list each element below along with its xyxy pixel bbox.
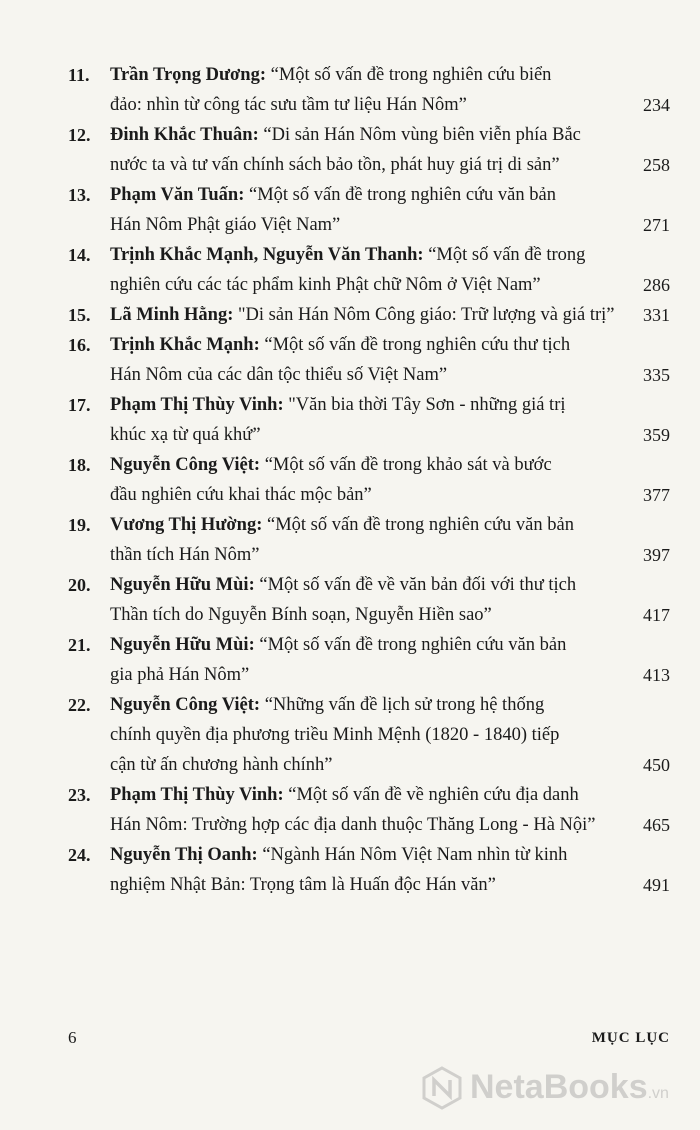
entry-title-text: Thần tích do Nguyễn Bính soạn, Nguyễn Hiền sao” — [110, 605, 492, 625]
entry-page-number: 397 — [643, 545, 670, 565]
entry-title-text: “Một số vấn đề trong nghiên cứu văn bản — [249, 185, 556, 205]
entry-page-number: 335 — [643, 365, 670, 385]
entry-page-number: 377 — [643, 485, 670, 505]
entry-line — [110, 510, 630, 540]
watermark — [420, 1062, 690, 1118]
running-title: MỤC LỤC — [591, 1030, 670, 1046]
entry-author: Nguyễn Hữu Mùi: — [110, 575, 255, 595]
entry-line — [110, 810, 630, 840]
entry-line — [110, 120, 630, 150]
entry-line — [110, 570, 630, 600]
entry-line — [110, 840, 630, 870]
entry-title-text: Hán Nôm của các dân tộc thiểu số Việt Nam” — [110, 365, 448, 385]
entry-title-text: "Văn bia thời Tây Sơn - những giá trị — [288, 395, 566, 415]
entry-line — [110, 390, 630, 420]
entry-line — [110, 750, 630, 780]
entry-line — [110, 150, 630, 180]
entry-line — [110, 330, 630, 360]
entry-text — [110, 630, 630, 690]
entry-title-text: nghiên cứu các tác phẩm kinh Phật chữ Nôm ở Việt Nam” — [110, 275, 541, 295]
entry-title-text: nước ta và tư vấn chính sách bảo tồn, phát huy giá trị di sản” — [110, 155, 560, 175]
entry-text — [110, 390, 630, 450]
entry-author: Phạm Văn Tuấn: — [110, 185, 245, 205]
entry-author: Trịnh Khắc Mạnh, Nguyễn Văn Thanh: — [110, 245, 424, 265]
entry-page-number: 271 — [643, 215, 670, 235]
entry-number: 24. — [68, 845, 91, 865]
entry-number: 18. — [68, 455, 91, 475]
entry-line — [110, 630, 630, 660]
entry-title-text: “Ngành Hán Nôm Việt Nam nhìn từ kinh — [262, 845, 568, 865]
entry-line — [110, 600, 630, 630]
entry-title-text: “Di sản Hán Nôm vùng biên viễn phía Bắc — [263, 125, 581, 145]
entry-number: 14. — [68, 245, 91, 265]
entry-number: 20. — [68, 575, 91, 595]
entry-line — [110, 240, 630, 270]
entry-number: 22. — [68, 695, 91, 715]
entry-title-text: “Một số vấn đề trong nghiên cứu thư tịch — [264, 335, 571, 355]
entry-author: Trịnh Khắc Mạnh: — [110, 335, 260, 355]
entry-line — [110, 450, 630, 480]
entry-author: Phạm Thị Thùy Vinh: — [110, 785, 284, 805]
entry-title-text: chính quyền địa phương triều Minh Mệnh (1820 - 1840) tiếp — [110, 725, 560, 745]
entry-page-number: 359 — [643, 425, 670, 445]
entry-line — [110, 270, 630, 300]
entry-title-text: cận từ ấn chương hành chính” — [110, 755, 333, 775]
entry-author: Lã Minh Hằng: — [110, 305, 234, 325]
entry-page-number: 286 — [643, 275, 670, 295]
entry-line — [110, 660, 630, 690]
entry-page-number: 234 — [643, 95, 670, 115]
entry-line — [110, 720, 630, 750]
entry-line — [110, 180, 630, 210]
netabooks-logo-icon — [420, 1066, 464, 1110]
entry-page-number: 465 — [643, 815, 670, 835]
entry-line — [110, 540, 630, 570]
entry-text — [110, 240, 630, 300]
entry-title-text: đầu nghiên cứu khai thác mộc bản” — [110, 485, 372, 505]
entry-title-text: khúc xạ từ quá khứ” — [110, 425, 261, 445]
entry-number: 11. — [68, 65, 90, 85]
entry-title-text: “Một số vấn đề trong khảo sát và bước — [264, 455, 552, 475]
entry-author: Vương Thị Hường: — [110, 515, 263, 535]
entry-text — [110, 510, 630, 570]
entry-title-text: đảo: nhìn từ công tác sưu tầm tư liệu Hán Nôm” — [110, 95, 467, 115]
entry-line — [110, 210, 630, 240]
entry-title-text: Hán Nôm: Trường hợp các địa danh thuộc Thăng Long - Hà Nội” — [110, 815, 596, 835]
entry-title-text: “Một số vấn đề trong nghiên cứu văn bản — [259, 635, 567, 655]
entry-number: 23. — [68, 785, 91, 805]
entry-line — [110, 90, 630, 120]
entry-title-text: thần tích Hán Nôm” — [110, 545, 260, 565]
watermark-brand: NetaBooks.vn — [470, 1068, 669, 1106]
entry-text — [110, 60, 630, 120]
entry-title-text: "Di sản Hán Nôm Công giáo: Trữ lượng và giá trị” — [237, 305, 615, 325]
entry-author: Đinh Khắc Thuân: — [110, 125, 259, 145]
entry-page-number: 417 — [643, 605, 670, 625]
entry-author: Trần Trọng Dương: — [110, 65, 267, 85]
entry-author: Nguyễn Hữu Mùi: — [110, 635, 255, 655]
entry-author: Nguyễn Thị Oanh: — [110, 845, 258, 865]
entry-title-text: gia phả Hán Nôm” — [110, 665, 250, 685]
entry-number: 19. — [68, 515, 91, 535]
entry-text — [110, 690, 630, 780]
entry-title-text: “Một số vấn đề về nghiên cứu địa danh — [288, 785, 579, 805]
entry-line — [110, 360, 630, 390]
entry-line — [110, 300, 630, 330]
entry-line — [110, 480, 630, 510]
entry-page-number: 491 — [643, 875, 670, 895]
entry-text — [110, 330, 630, 390]
entry-number: 17. — [68, 395, 91, 415]
page-number: 6 — [68, 1028, 77, 1047]
entry-page-number: 450 — [643, 755, 670, 775]
entry-line — [110, 60, 630, 90]
entry-line — [110, 420, 630, 450]
entry-title-text: “Một số vấn đề trong nghiên cứu biển — [270, 65, 552, 85]
entry-title-text: “Một số vấn đề trong — [428, 245, 586, 265]
entry-line — [110, 780, 630, 810]
entry-text — [110, 300, 630, 330]
entry-title-text: “Những vấn đề lịch sử trong hệ thống — [264, 695, 545, 715]
entry-number: 15. — [68, 305, 91, 325]
entry-text — [110, 780, 630, 840]
entry-number: 16. — [68, 335, 91, 355]
entry-number: 12. — [68, 125, 91, 145]
entry-author: Phạm Thị Thùy Vinh: — [110, 395, 284, 415]
entry-title-text: nghiệm Nhật Bản: Trọng tâm là Huấn độc Hán văn” — [110, 875, 496, 895]
entry-number: 13. — [68, 185, 91, 205]
entry-page-number: 413 — [643, 665, 670, 685]
entry-page-number: 331 — [643, 305, 670, 325]
entry-page-number: 258 — [643, 155, 670, 175]
entry-author: Nguyễn Công Việt: — [110, 455, 261, 475]
entry-text — [110, 120, 630, 180]
entry-text — [110, 840, 630, 900]
entry-text — [110, 450, 630, 510]
entry-title-text: Hán Nôm Phật giáo Việt Nam” — [110, 215, 341, 235]
entry-number: 21. — [68, 635, 91, 655]
entry-line — [110, 870, 630, 900]
entry-text — [110, 570, 630, 630]
entry-line — [110, 690, 630, 720]
entry-title-text: “Một số vấn đề trong nghiên cứu văn bản — [267, 515, 574, 535]
entry-title-text: “Một số vấn đề về văn bản đối với thư tịch — [259, 575, 577, 595]
entry-text — [110, 180, 630, 240]
entry-author: Nguyễn Công Việt: — [110, 695, 261, 715]
